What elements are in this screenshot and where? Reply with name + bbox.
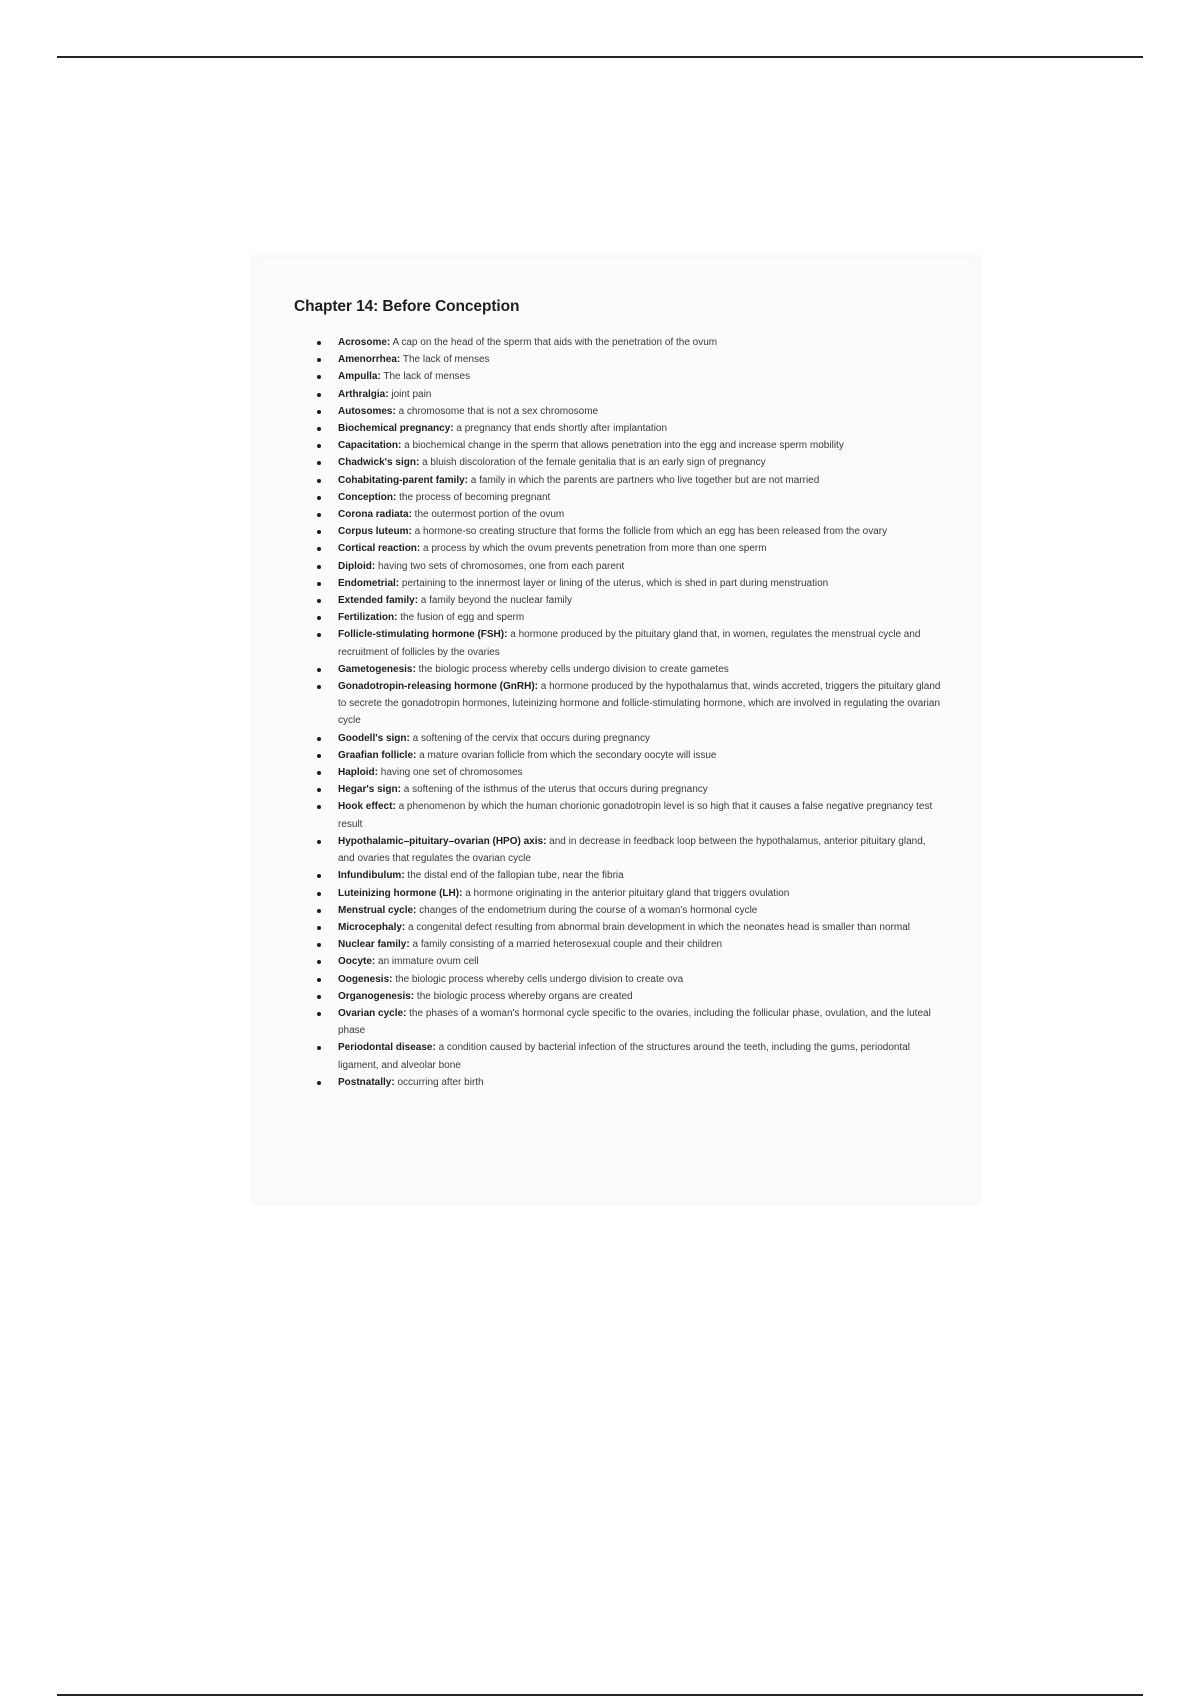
glossary-term: Organogenesis: [338,990,415,1002]
glossary-term: Follicle-stimulating hormone (FSH): [338,629,508,641]
glossary-definition: a hormone produced by the hypothalamus that, winds accreted, triggers the pituitary gland to secrete the gonadotropin hormones, luteinizing hormone and follicle-stimulating hormone, which are involved in regulating the ovarian cycle [338,681,941,727]
glossary-term: Corona radiata: [338,509,412,521]
glossary-item [338,747,944,764]
glossary-term: Arthralgia: [338,388,389,400]
glossary-item [338,489,944,506]
glossary-item [338,575,944,592]
glossary-term: Microcephaly: [338,921,406,933]
glossary-item [338,609,944,626]
glossary-item [338,1005,944,1039]
glossary-term: Periodontal disease: [338,1042,436,1054]
glossary-definition: a pregnancy that ends shortly after implantation [453,423,668,435]
glossary-item [338,368,944,385]
glossary-term: Haploid: [338,767,378,779]
glossary-term: Cohabitating-parent family: [338,474,469,486]
glossary-definition: a chromosome that is not a sex chromosome [395,405,599,417]
glossary-item [338,833,944,867]
glossary-item [338,523,944,540]
glossary-term: Fertilization: [338,612,398,624]
glossary-item [338,506,944,523]
glossary-definition: occurring after birth [394,1076,484,1088]
glossary-item [338,403,944,420]
glossary-term: Biochemical pregnancy: [338,423,454,435]
scanned-page [254,258,978,1202]
glossary-definition: pertaining to the innermost layer or lining of the uterus, which is shed in part during menstruation [399,577,829,589]
glossary-definition: a mature ovarian follicle from which the secondary oocyte will issue [416,749,717,761]
glossary-item [338,437,944,454]
glossary-definition: joint pain [388,388,432,400]
glossary-definition: a family in which the parents are partners who live together but are not married [468,474,820,486]
glossary-item [338,885,944,902]
glossary-definition: a family consisting of a married heterosexual couple and their children [409,939,723,951]
glossary-item [338,472,944,489]
glossary-definition: having one set of chromosomes [378,767,523,779]
glossary-item [338,558,944,575]
glossary-item [338,730,944,747]
glossary-definition: a softening of the isthmus of the uterus that occurs during pregnancy [400,784,708,796]
glossary-definition: the biologic process whereby organs are created [414,990,633,1002]
glossary-definition: a hormone produced by the pituitary gland that, in women, regulates the menstrual cycle and recruitment of follicles by the ovaries [338,629,921,658]
glossary-term: Hegar's sign: [338,784,401,796]
glossary-term: Infundibulum: [338,870,405,882]
glossary-definition: an immature ovum cell [375,956,479,968]
glossary-item [338,781,944,798]
glossary-item [338,1039,944,1073]
glossary-item [338,626,944,660]
glossary-item [338,919,944,936]
glossary-definition: a biochemical change in the sperm that allows penetration into the egg and increase sperm mobility [401,440,844,452]
glossary-item [338,678,944,730]
glossary-term: Corpus luteum: [338,526,412,538]
glossary-term: Nuclear family: [338,939,410,951]
glossary-term: Postnatally: [338,1076,395,1088]
glossary-item [338,420,944,437]
glossary-term: Diploid: [338,560,376,572]
glossary-definition: a phenomenon by which the human chorionic gonadotropin level is so high that it causes a false negative pregnancy test result [338,801,933,830]
glossary-term: Autosomes: [338,405,396,417]
glossary-term: Hypothalamic–pituitary–ovarian (HPO) axis: [338,835,547,847]
glossary-term: Luteinizing hormone (LH): [338,887,463,899]
glossary-item [338,867,944,884]
glossary-definition: A cap on the head of the sperm that aids with the penetration of the ovum [390,337,718,348]
glossary-item [338,936,944,953]
glossary-definition: the biologic process whereby cells undergo division to create ova [392,973,684,985]
glossary-definition: the distal end of the fallopian tube, near the fibria [404,870,624,882]
glossary-item [338,592,944,609]
glossary-term: Ovarian cycle: [338,1007,407,1019]
glossary-term: Acrosome: [338,337,391,348]
glossary-term: Capacitation: [338,440,402,452]
glossary-item [338,971,944,988]
glossary-definition: a condition caused by bacterial infection of the structures around the teeth, including the gums, periodontal ligament, and alveolar bone [338,1042,910,1071]
glossary-term: Goodell's sign: [338,732,410,744]
glossary-item [338,764,944,781]
glossary-definition: the biologic process whereby cells undergo division to create gametes [415,663,729,675]
glossary-definition: changes of the endometrium during the course of a woman's hormonal cycle [416,904,758,916]
glossary-item [338,334,944,351]
glossary-term: Amenorrhea: [338,354,401,366]
header-rule [57,56,1143,58]
glossary-term: Endometrial: [338,577,400,589]
glossary-definition: the fusion of egg and sperm [397,612,525,624]
glossary-definition: a family beyond the nuclear family [418,595,572,607]
glossary-item [338,661,944,678]
glossary-term: Oocyte: [338,956,376,968]
glossary-item [338,988,944,1005]
glossary-item [338,386,944,403]
glossary-term: Extended family: [338,595,419,607]
glossary-definition: the phases of a woman's hormonal cycle specific to the ovaries, including the follicular phase, ovulation, and the luteal phase [338,1007,931,1037]
glossary-list [338,334,944,1091]
glossary-definition: the outermost portion of the ovum [411,509,565,521]
glossary-definition: having two sets of chromosomes, one from each parent [375,560,625,572]
glossary-term: Chadwick's sign: [338,457,420,469]
glossary-term: Graafian follicle: [338,749,417,761]
glossary-definition: The lack of menses [400,354,490,366]
glossary-item [338,540,944,557]
glossary-definition: a process by which the ovum prevents penetration from more than one sperm [420,543,767,555]
glossary-item [338,798,944,832]
chapter-title: Chapter 14: Before Conception [294,298,520,315]
glossary-term: Ampulla: [338,371,381,383]
glossary-definition: a congenital defect resulting from abnormal brain development in which the neonates head is smaller than normal [405,921,910,933]
glossary-item [338,454,944,471]
glossary-definition: and in decrease in feedback loop between the hypothalamus, anterior pituitary gland, and ovaries that regulates the ovarian cycle [338,835,926,865]
glossary-term: Hook effect: [338,801,396,813]
glossary-term: Oogenesis: [338,973,393,985]
glossary-term: Menstrual cycle: [338,904,417,916]
glossary-term: Conception: [338,491,397,503]
glossary-definition: a bluish discoloration of the female genitalia that is an early sign of pregnancy [419,457,766,469]
glossary-item [338,902,944,919]
glossary-item [338,351,944,368]
glossary-term: Gametogenesis: [338,663,416,675]
footer-rule [57,1694,1143,1696]
glossary-term: Gonadotropin-releasing hormone (GnRH): [338,681,538,693]
glossary-definition: The lack of menses [380,371,471,383]
glossary-definition: a softening of the cervix that occurs during pregnancy [409,732,650,744]
glossary-term: Cortical reaction: [338,543,421,555]
glossary-definition: a hormone-so creating structure that forms the follicle from which an egg has been released from the ovary [411,526,888,538]
glossary-definition: the process of becoming pregnant [396,491,551,503]
glossary-item [338,1074,944,1091]
glossary-definition: a hormone originating in the anterior pituitary gland that triggers ovulation [462,887,790,899]
glossary-item [338,953,944,970]
